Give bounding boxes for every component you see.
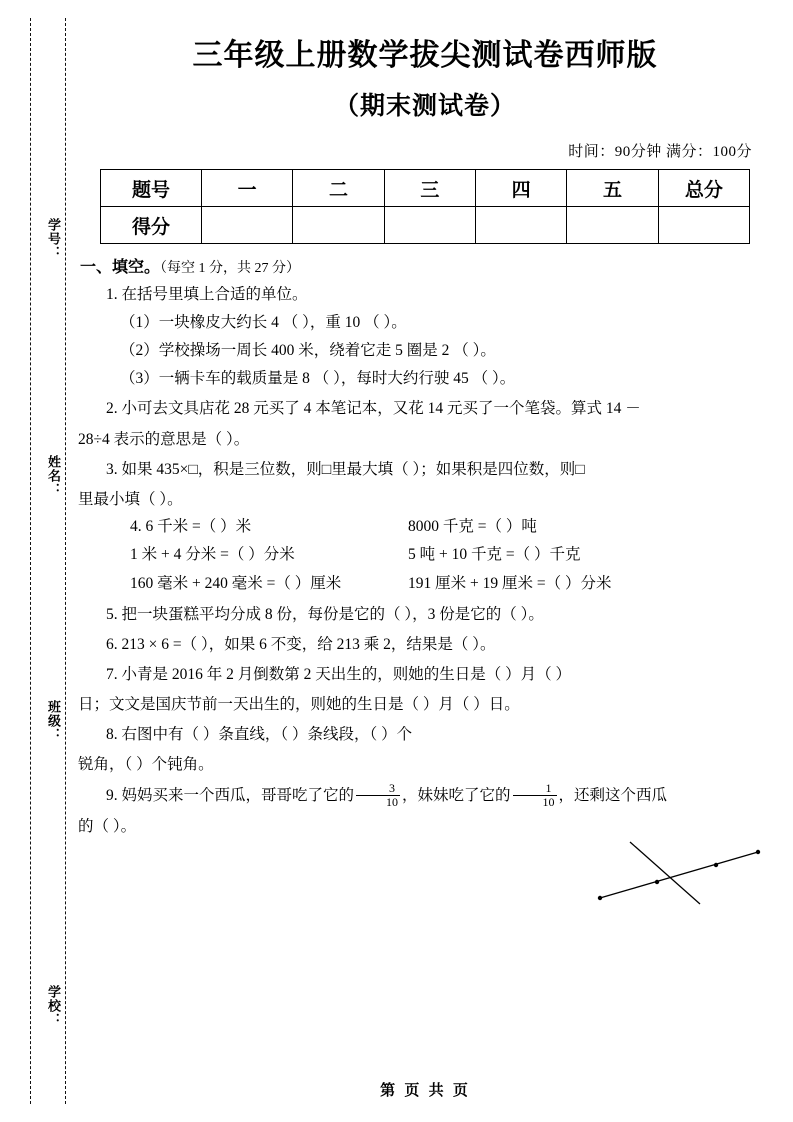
question-1-stem: 1. 在括号里填上合适的单位。 [106, 286, 308, 303]
table-row [101, 207, 750, 244]
page-footer: 第 页 共 页 [380, 1081, 470, 1099]
exam-page [78, 0, 772, 1122]
question-9-part-3: ，还剩这个西瓜 [558, 786, 668, 804]
table-row [101, 170, 750, 207]
question-4-left-2: 1 米 + 4 分米 =（ ）分米 [130, 546, 295, 564]
score-blank-cell[interactable] [202, 207, 293, 244]
score-row-label: 得分 [101, 207, 202, 244]
score-table [100, 169, 750, 244]
fraction-denominator: 10 [356, 795, 400, 809]
score-header-cell: 二 [293, 170, 384, 207]
question-4-right-2: 5 吨 + 10 千克 =（ ）千克 [408, 546, 581, 564]
binding-label-class: 班级： [46, 700, 61, 742]
question-7-line-1: 7. 小青是 2016 年 2 月倒数第 2 天出生的，则她的生日是（ ）月（ ） [106, 666, 572, 684]
score-blank-cell[interactable] [384, 207, 475, 244]
score-header-cell: 总分 [658, 170, 749, 207]
question-3-line-2: 里最小填（ ）。 [78, 490, 183, 508]
intersecting-lines-figure [594, 836, 764, 908]
fraction-one-tenth [513, 782, 557, 808]
question-4-right-3: 191 厘米 + 19 厘米 =（ ）分米 [408, 574, 612, 592]
score-blank-cell[interactable] [293, 207, 384, 244]
question-2-line-2: 28÷4 表示的意思是（ ）。 [78, 430, 250, 448]
score-blank-cell[interactable] [475, 207, 566, 244]
question-5: 5. 把一块蛋糕平均分成 8 份，每份是它的（ ），3 份是它的（ ）。 [106, 605, 544, 623]
score-header-cell: 三 [384, 170, 475, 207]
binding-label-student-id: 学号： [46, 218, 61, 260]
question-2-line-1: 2. 小可去文具店花 28 元买了 4 本笔记本，又花 14 元买了一个笔袋。算式 14 － [106, 400, 641, 418]
score-header-cell: 一 [202, 170, 293, 207]
question-3-line-1: 3. 如果 435×□，积是三位数，则□里最大填（ ）；如果积是四位数，则□ [106, 460, 585, 478]
question-7-line-2: 日；文文是国庆节前一天出生的，则她的生日是（ ）月（ ）日。 [78, 696, 520, 714]
binding-label-school: 学校： [46, 985, 61, 1027]
question-1-item-2: （2）学校操场一周长 400 米，绕着它走 5 圈是 2 （ ）。 [120, 342, 496, 360]
fraction-numerator: 1 [545, 780, 552, 795]
question-1-item-3: （3）一辆卡车的载质量是 8 （ ），每时大约行驶 45 （ ）。 [120, 370, 516, 388]
question-4-row-1 [78, 514, 772, 540]
question-8-line-1: 8. 右图中有（ ）条直线，（ ）条线段，（ ）个 [106, 726, 413, 744]
section-label: 一、填空。 [80, 257, 161, 276]
score-blank-cell[interactable] [658, 207, 749, 244]
question-4-left-3: 160 毫米 + 240 毫米 =（ ）厘米 [130, 574, 342, 592]
binding-label-name: 姓名： [46, 455, 61, 497]
question-9-part-2: ，妹妹吃了它的 [402, 786, 511, 804]
exam-meta: 时间：90分钟 满分：100分 [568, 144, 752, 160]
question-8-line-2: 锐角，（ ）个钝角。 [78, 756, 214, 774]
question-4-right-1: 8000 千克 =（ ）吨 [408, 517, 537, 535]
question-4-left-1: 4. 6 千米 =（ ）米 [130, 517, 252, 535]
question-9-line-2: 的（ ）。 [78, 818, 137, 836]
fraction-numerator: 3 [389, 780, 396, 795]
question-9-line-1 [78, 780, 772, 810]
score-header-cell: 五 [567, 170, 658, 207]
page-subtitle: （期末测试卷） [333, 91, 516, 120]
question-4-row-2 [78, 542, 772, 568]
question-6: 6. 213 × 6 =（ ），如果 6 不变，给 213 乘 2，结果是（ ）。 [106, 636, 496, 654]
score-header-cell: 四 [475, 170, 566, 207]
question-1-item-1: （1）一块橡皮大约长 4 （ ），重 10 （ ）。 [120, 314, 407, 332]
section-note: （每空 1 分，共 27 分） [160, 261, 301, 276]
section-heading [80, 254, 772, 277]
score-header-cell: 题号 [101, 170, 202, 207]
score-blank-cell[interactable] [567, 207, 658, 244]
fraction-three-tenths [356, 782, 400, 808]
fraction-denominator: 10 [513, 795, 557, 809]
question-9-part-1: 9. 妈妈买来一个西瓜，哥哥吃了它的 [106, 786, 355, 804]
binding-strip [30, 18, 66, 1104]
page-title: 三年级上册数学拔尖测试卷西师版 [192, 38, 658, 73]
question-4-row-3 [78, 571, 772, 597]
